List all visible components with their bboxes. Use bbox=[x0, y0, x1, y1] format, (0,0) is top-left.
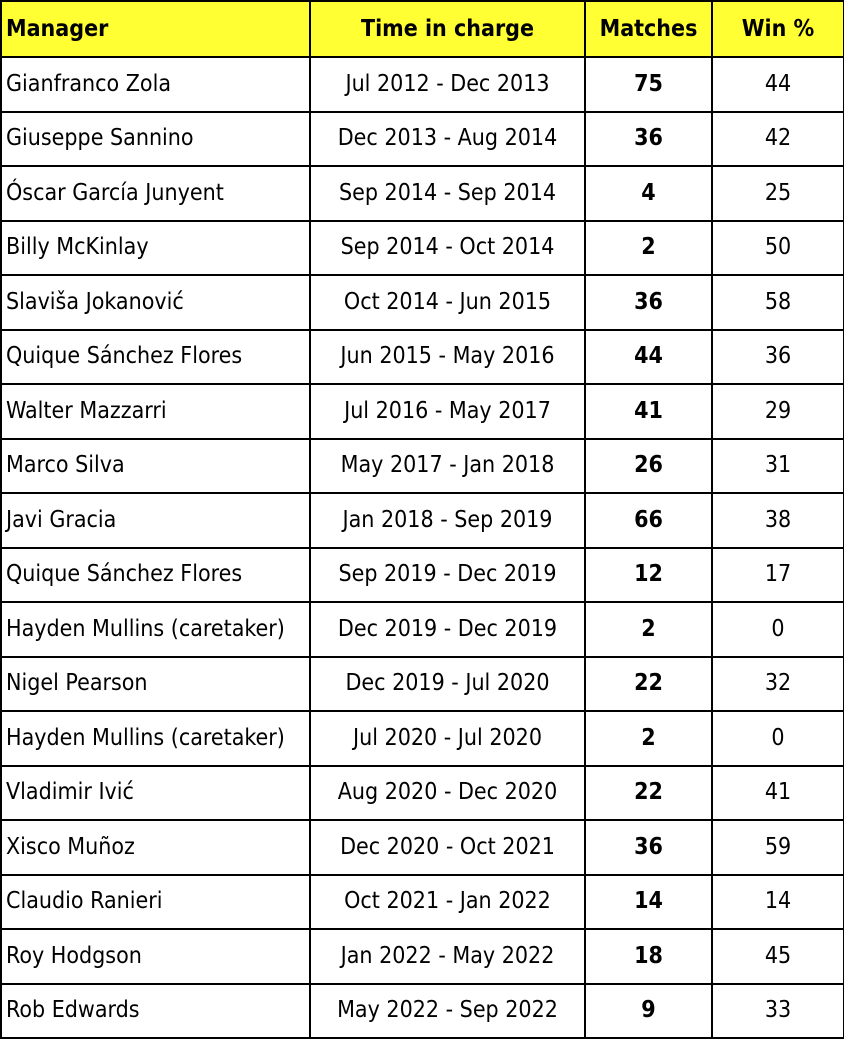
time-in-charge-cell: Dec 2019 - Dec 2019 bbox=[310, 602, 585, 657]
manager-cell: Slaviša Jokanović bbox=[1, 275, 310, 330]
manager-cell: Vladimir Ivić bbox=[1, 766, 310, 821]
table-row bbox=[1, 602, 844, 657]
time-in-charge-cell: May 2017 - Jan 2018 bbox=[310, 439, 585, 494]
win-percent-cell: 32 bbox=[712, 657, 844, 712]
time-in-charge-cell: Jul 2012 - Dec 2013 bbox=[310, 57, 585, 112]
time-in-charge-cell: May 2022 - Sep 2022 bbox=[310, 984, 585, 1039]
table-row bbox=[1, 766, 844, 821]
matches-cell: 26 bbox=[585, 439, 712, 494]
win-percent-cell: 44 bbox=[712, 57, 844, 112]
manager-cell: Rob Edwards bbox=[1, 984, 310, 1039]
table-row bbox=[1, 275, 844, 330]
win-percent-cell: 31 bbox=[712, 439, 844, 494]
win-percent-cell: 50 bbox=[712, 221, 844, 276]
time-in-charge-cell: Aug 2020 - Dec 2020 bbox=[310, 766, 585, 821]
time-in-charge-cell: Sep 2014 - Oct 2014 bbox=[310, 221, 585, 276]
matches-cell: 36 bbox=[585, 820, 712, 875]
matches-cell: 4 bbox=[585, 166, 712, 221]
table-row bbox=[1, 657, 844, 712]
manager-cell: Xisco Muñoz bbox=[1, 820, 310, 875]
matches-cell: 2 bbox=[585, 221, 712, 276]
win-percent-cell: 0 bbox=[712, 711, 844, 766]
manager-cell: Gianfranco Zola bbox=[1, 57, 310, 112]
table-row bbox=[1, 875, 844, 930]
manager-cell: Roy Hodgson bbox=[1, 929, 310, 984]
table-row bbox=[1, 166, 844, 221]
table-row bbox=[1, 57, 844, 112]
win-percent-cell: 59 bbox=[712, 820, 844, 875]
manager-cell: Billy McKinlay bbox=[1, 221, 310, 276]
time-in-charge-cell: Jul 2020 - Jul 2020 bbox=[310, 711, 585, 766]
matches-cell: 36 bbox=[585, 275, 712, 330]
table-row bbox=[1, 112, 844, 167]
matches-cell: 22 bbox=[585, 657, 712, 712]
header-win-percent: Win % bbox=[712, 1, 844, 57]
manager-cell: Óscar García Junyent bbox=[1, 166, 310, 221]
win-percent-cell: 38 bbox=[712, 493, 844, 548]
header-manager: Manager bbox=[1, 1, 310, 57]
win-percent-cell: 29 bbox=[712, 384, 844, 439]
time-in-charge-cell: Oct 2014 - Jun 2015 bbox=[310, 275, 585, 330]
matches-cell: 2 bbox=[585, 711, 712, 766]
header-row bbox=[1, 1, 844, 57]
table-row bbox=[1, 439, 844, 494]
table-row bbox=[1, 820, 844, 875]
manager-cell: Walter Mazzarri bbox=[1, 384, 310, 439]
table-row bbox=[1, 384, 844, 439]
time-in-charge-cell: Dec 2013 - Aug 2014 bbox=[310, 112, 585, 167]
win-percent-cell: 17 bbox=[712, 548, 844, 603]
matches-cell: 9 bbox=[585, 984, 712, 1039]
time-in-charge-cell: Dec 2019 - Jul 2020 bbox=[310, 657, 585, 712]
time-in-charge-cell: Jan 2018 - Sep 2019 bbox=[310, 493, 585, 548]
manager-cell: Quique Sánchez Flores bbox=[1, 330, 310, 385]
matches-cell: 22 bbox=[585, 766, 712, 821]
table-row bbox=[1, 929, 844, 984]
table-row bbox=[1, 711, 844, 766]
win-percent-cell: 25 bbox=[712, 166, 844, 221]
matches-cell: 41 bbox=[585, 384, 712, 439]
time-in-charge-cell: Jun 2015 - May 2016 bbox=[310, 330, 585, 385]
header-time-in-charge: Time in charge bbox=[310, 1, 585, 57]
win-percent-cell: 36 bbox=[712, 330, 844, 385]
win-percent-cell: 0 bbox=[712, 602, 844, 657]
matches-cell: 66 bbox=[585, 493, 712, 548]
manager-cell: Hayden Mullins (caretaker) bbox=[1, 711, 310, 766]
table-row bbox=[1, 548, 844, 603]
win-percent-cell: 33 bbox=[712, 984, 844, 1039]
time-in-charge-cell: Oct 2021 - Jan 2022 bbox=[310, 875, 585, 930]
time-in-charge-cell: Sep 2014 - Sep 2014 bbox=[310, 166, 585, 221]
time-in-charge-cell: Jul 2016 - May 2017 bbox=[310, 384, 585, 439]
matches-cell: 2 bbox=[585, 602, 712, 657]
manager-cell: Claudio Ranieri bbox=[1, 875, 310, 930]
time-in-charge-cell: Sep 2019 - Dec 2019 bbox=[310, 548, 585, 603]
table-row bbox=[1, 330, 844, 385]
table-header bbox=[1, 1, 844, 57]
win-percent-cell: 41 bbox=[712, 766, 844, 821]
matches-cell: 75 bbox=[585, 57, 712, 112]
manager-cell: Nigel Pearson bbox=[1, 657, 310, 712]
win-percent-cell: 42 bbox=[712, 112, 844, 167]
matches-cell: 18 bbox=[585, 929, 712, 984]
manager-cell: Marco Silva bbox=[1, 439, 310, 494]
manager-cell: Giuseppe Sannino bbox=[1, 112, 310, 167]
time-in-charge-cell: Jan 2022 - May 2022 bbox=[310, 929, 585, 984]
manager-cell: Javi Gracia bbox=[1, 493, 310, 548]
table-body bbox=[1, 57, 844, 1038]
header-matches: Matches bbox=[585, 1, 712, 57]
matches-cell: 12 bbox=[585, 548, 712, 603]
matches-cell: 14 bbox=[585, 875, 712, 930]
win-percent-cell: 58 bbox=[712, 275, 844, 330]
table-row bbox=[1, 493, 844, 548]
matches-cell: 44 bbox=[585, 330, 712, 385]
win-percent-cell: 45 bbox=[712, 929, 844, 984]
table-row bbox=[1, 984, 844, 1039]
time-in-charge-cell: Dec 2020 - Oct 2021 bbox=[310, 820, 585, 875]
matches-cell: 36 bbox=[585, 112, 712, 167]
table-row bbox=[1, 221, 844, 276]
win-percent-cell: 14 bbox=[712, 875, 844, 930]
manager-cell: Hayden Mullins (caretaker) bbox=[1, 602, 310, 657]
manager-cell: Quique Sánchez Flores bbox=[1, 548, 310, 603]
